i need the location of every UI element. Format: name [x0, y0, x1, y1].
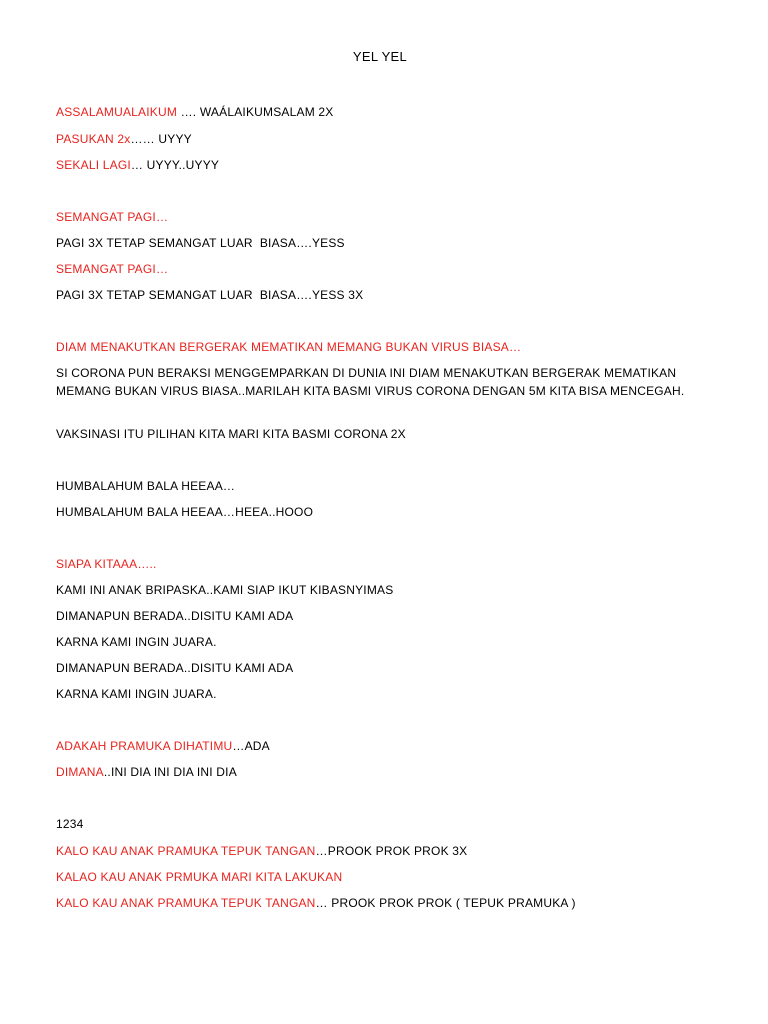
text-line [56, 286, 716, 304]
body-text: PAGI 3X TETAP SEMANGAT LUAR BIASA….YESS [56, 236, 345, 250]
body-text: KARNA KAMI INGIN JUARA. [56, 635, 217, 649]
highlighted-text: SEMANGAT PAGI… [56, 210, 169, 224]
highlighted-text: KALO KAU ANAK PRAMUKA TEPUK TANGAN [56, 896, 316, 910]
text-line [56, 894, 716, 912]
text-line [56, 555, 716, 573]
text-line [56, 607, 716, 625]
text-line [56, 868, 716, 886]
text-line [56, 659, 716, 677]
body-text: HUMBALAHUM BALA HEEAA…HEEA..HOOO [56, 505, 314, 519]
text-line [56, 208, 716, 226]
highlighted-text: ASSALAMUALAIKUM [56, 105, 178, 119]
text-line [56, 685, 716, 703]
text-line [56, 737, 716, 755]
text-line [56, 156, 716, 174]
text-line [56, 260, 716, 278]
highlighted-text: PASUKAN 2x [56, 132, 131, 146]
highlighted-text: DIMANA [56, 765, 104, 779]
body-text: PAGI 3X TETAP SEMANGAT LUAR BIASA….YESS 3X [56, 288, 364, 302]
text-line [56, 763, 716, 781]
body-text: … UYYY..UYYY [130, 158, 220, 172]
text-line [56, 633, 716, 651]
body-text: 1234 [56, 817, 84, 831]
document-title: YEL YEL [352, 49, 408, 64]
highlighted-text: ADAKAH PRAMUKA DIHATIMU [56, 739, 233, 753]
text-line [56, 425, 716, 443]
body-text: VAKSINASI ITU PILIHAN KITA MARI KITA BASMI CORONA 2X [56, 427, 406, 441]
highlighted-text: SEKALI LAGI [56, 158, 131, 172]
text-line [56, 815, 716, 833]
highlighted-text: SEMANGAT PAGI… [56, 262, 169, 276]
text-line [56, 477, 716, 495]
text-line [56, 338, 716, 356]
text-line [56, 234, 716, 252]
body-text: HUMBALAHUM BALA HEEAA… [56, 479, 236, 493]
body-text: …. WAÁLAIKUMSALAM 2X [177, 105, 334, 119]
text-line [56, 103, 716, 121]
body-text: DIMANAPUN BERADA..DISITU KAMI ADA [56, 661, 294, 675]
body-text: …… UYYY [130, 132, 192, 146]
highlighted-text: SIAPA KITAAA….. [56, 557, 157, 571]
text-line [56, 581, 716, 599]
body-text: …PROOK PROK PROK 3X [315, 844, 468, 858]
body-text: KAMI INI ANAK BRIPASKA..KAMI SIAP IKUT KIBASNYIMAS [56, 583, 394, 597]
body-text: …ADA [232, 739, 270, 753]
text-line [56, 130, 716, 148]
text-line [56, 503, 716, 521]
highlighted-text: KALAO KAU ANAK PRMUKA MARI KITA LAKUKAN [56, 870, 343, 884]
text-line [56, 364, 716, 400]
body-text: ..INI DIA INI DIA INI DIA [103, 765, 237, 779]
highlighted-text: DIAM MENAKUTKAN BERGERAK MEMATIKAN MEMANG BUKAN VIRUS BIASA… [56, 340, 522, 354]
body-text: DIMANAPUN BERADA..DISITU KAMI ADA [56, 609, 294, 623]
highlighted-text: KALO KAU ANAK PRAMUKA TEPUK TANGAN [56, 844, 316, 858]
body-text: SI CORONA PUN BERAKSI MENGGEMPARKAN DI DUNIA INI DIAM MENAKUTKAN BERGERAK MEMATIKAN MEMANG BUKAN VIRUS BIASA..MARILAH KITA BASMI VIRUS CORONA DENGAN 5M KITA BISA MENCEGAH. [56, 366, 685, 398]
body-text: … PROOK PROK PROK ( TEPUK PRAMUKA ) [315, 896, 576, 910]
text-line [56, 842, 716, 860]
body-text: KARNA KAMI INGIN JUARA. [56, 687, 217, 701]
